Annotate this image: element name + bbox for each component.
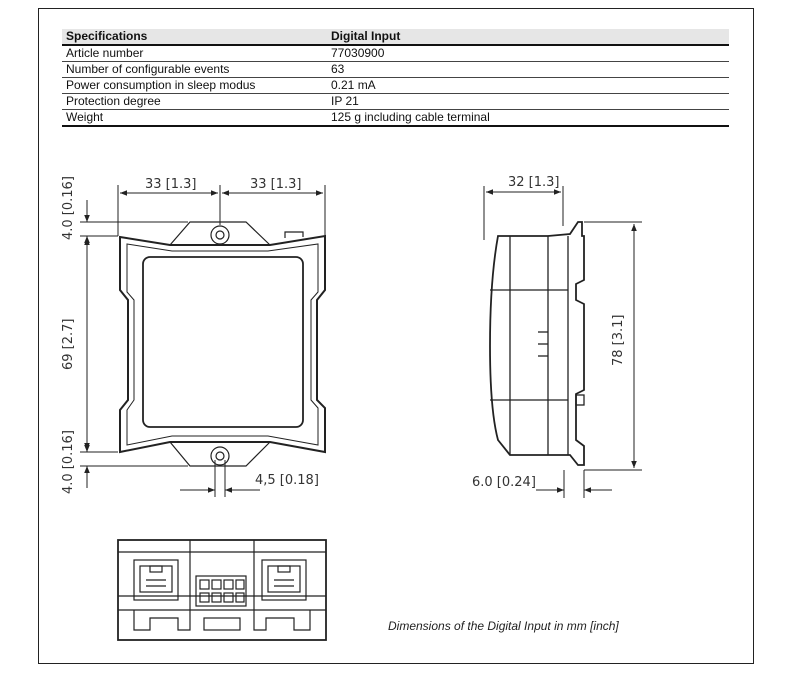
header-specifications: Specifications <box>62 29 327 45</box>
rj-jack-right-icon <box>262 560 306 600</box>
front-view <box>120 222 325 466</box>
dim-front-width-left: 33 [1.3] <box>145 177 197 192</box>
row-value: IP 21 <box>327 94 729 110</box>
dim-front-width-right: 33 [1.3] <box>250 177 302 192</box>
header-digital-input: Digital Input <box>327 29 729 45</box>
row-label: Protection degree <box>62 94 327 110</box>
dim-top-tab: 4.0 [0.16] <box>61 176 76 240</box>
row-label: Article number <box>62 45 327 62</box>
dim-side-height: 78 [3.1] <box>611 314 626 366</box>
row-value: 125 g including cable terminal <box>327 110 729 127</box>
figure-caption: Dimensions of the Digital Input in mm [inch] <box>388 619 619 633</box>
row-value: 63 <box>327 62 729 78</box>
row-value: 77030900 <box>327 45 729 62</box>
dim-bottom-tab: 4.0 [0.16] <box>61 430 76 494</box>
dim-hole-width: 4,5 [0.18] <box>255 473 319 488</box>
row-label: Number of configurable events <box>62 62 327 78</box>
dim-side-offset: 6.0 [0.24] <box>472 475 536 490</box>
side-view <box>490 222 584 465</box>
row-label: Weight <box>62 110 327 127</box>
rj-jack-left-icon <box>134 560 178 600</box>
dim-body-height: 69 [2.7] <box>61 318 76 370</box>
row-label: Power consumption in sleep modus <box>62 78 327 94</box>
row-value: 0.21 mA <box>327 78 729 94</box>
dim-side-depth: 32 [1.3] <box>508 175 560 190</box>
terminal-block-icon <box>196 576 246 606</box>
bottom-view <box>118 540 326 640</box>
